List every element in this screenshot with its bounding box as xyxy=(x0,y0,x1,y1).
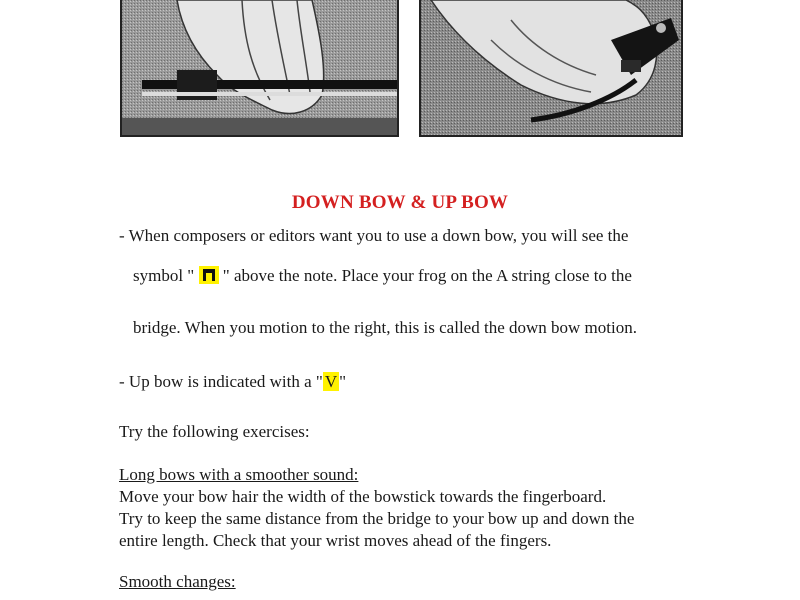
section1-title: Long bows with a smoother sound: xyxy=(119,465,359,484)
up-bow-pre: - Up bow is indicated with a " xyxy=(119,372,323,391)
section1-line-3: entire length. Check that your wrist moves ahead of the fingers. xyxy=(119,531,552,550)
photo-left-image xyxy=(122,0,397,137)
paragraph-line-3: bridge. When you motion to the right, this is called the down bow motion. xyxy=(133,318,637,337)
up-bow-post: " xyxy=(339,372,347,391)
up-bow-symbol: V xyxy=(324,372,338,391)
section1-line-1: Move your bow hair the width of the bowstick towards the fingerboard. xyxy=(119,487,607,506)
paragraph-line-2-post: " above the note. Place your frog on the A string close to the xyxy=(218,266,632,285)
section-heading: DOWN BOW & UP BOW xyxy=(291,192,509,213)
down-bow-symbol-icon xyxy=(199,266,219,284)
bow-hold-photo-left xyxy=(120,0,399,137)
up-bow-line xyxy=(119,372,346,392)
exercises-intro: Try the following exercises: xyxy=(119,422,310,441)
section1-line-2: Try to keep the same distance from the bridge to your bow up and down the xyxy=(119,509,635,528)
paragraph-line-2 xyxy=(133,266,632,286)
paragraph-line-1: - When composers or editors want you to use a down bow, you will see the xyxy=(119,226,629,245)
photo-right-image xyxy=(421,0,681,137)
section2-title: Smooth changes: xyxy=(119,572,236,591)
bow-hold-photo-right xyxy=(419,0,683,137)
paragraph-line-2-pre: symbol " xyxy=(133,266,199,285)
